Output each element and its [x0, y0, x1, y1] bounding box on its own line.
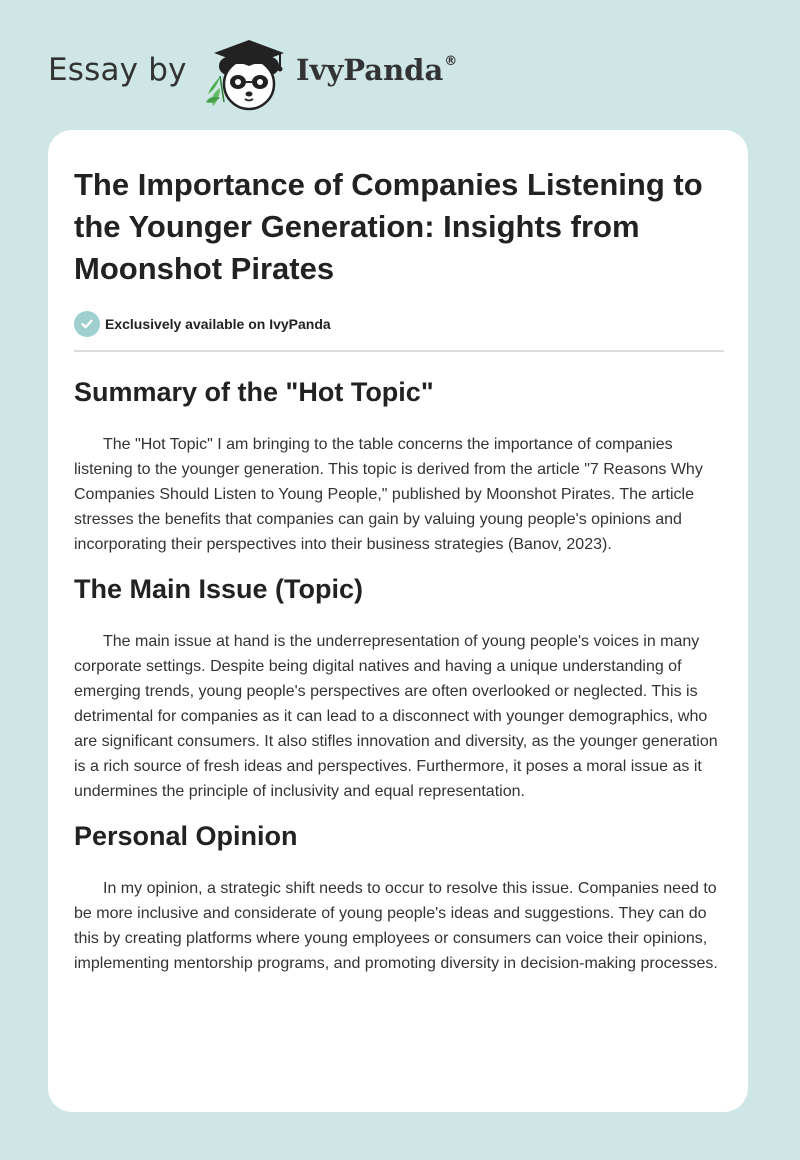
- section-heading-summary: Summary of the "Hot Topic": [74, 377, 434, 407]
- brand-name: IvyPanda®: [296, 53, 458, 87]
- check-circle-icon: [74, 311, 100, 337]
- brand-header: [48, 36, 468, 112]
- brand-prefix: Essay by: [48, 52, 187, 88]
- section-body-personal-opinion: In my opinion, a strategic shift needs to occur to resolve this issue. Companies need to be more inclusive and considerate of young people's ideas and suggestions. They can do this by creating platforms where young employees or consumers can voice their opinions, implementing mentorship programs, and promoting diversity in decision-making processes.: [74, 880, 718, 972]
- exclusive-badge: [74, 310, 724, 338]
- essay-card: [48, 130, 748, 1112]
- section-body-summary: The "Hot Topic" I am bringing to the table concerns the importance of companies listening to the younger generation. This topic is derived from the article "7 Reasons Why Companies Should Listen to Young People," published by Moonshot Pirates. The article stresses the benefits that companies can gain by valuing young people's opinions and incorporating their perspectives into their business strategies (Banov, 2023).: [74, 436, 703, 553]
- title-divider: [74, 350, 724, 352]
- section-heading-personal-opinion: Personal Opinion: [74, 821, 298, 851]
- panda-graduate-icon: [204, 36, 290, 112]
- essay-content: [74, 164, 724, 976]
- section-body-main-issue: The main issue at hand is the underrepresentation of young people's voices in many corporate settings. Despite being digital natives and having a unique understanding of emerging trends, young people's perspectives are often overlooked or neglected. This is detrimental for companies as it can lead to a disconnect with younger demographics, who are significant consumers. It also stifles innovation and diversity, as the younger generation is a rich source of fresh ideas and perspectives. Furthermore, it poses a moral issue as it undermines the principle of inclusivity and equal representation.: [74, 633, 718, 800]
- essay-title: The Importance of Companies Listening to the Younger Generation: Insights from Moonshot Pirates: [74, 167, 703, 286]
- section-heading-main-issue: The Main Issue (Topic): [74, 574, 364, 604]
- exclusive-badge-text: Exclusively available on IvyPanda: [105, 316, 331, 332]
